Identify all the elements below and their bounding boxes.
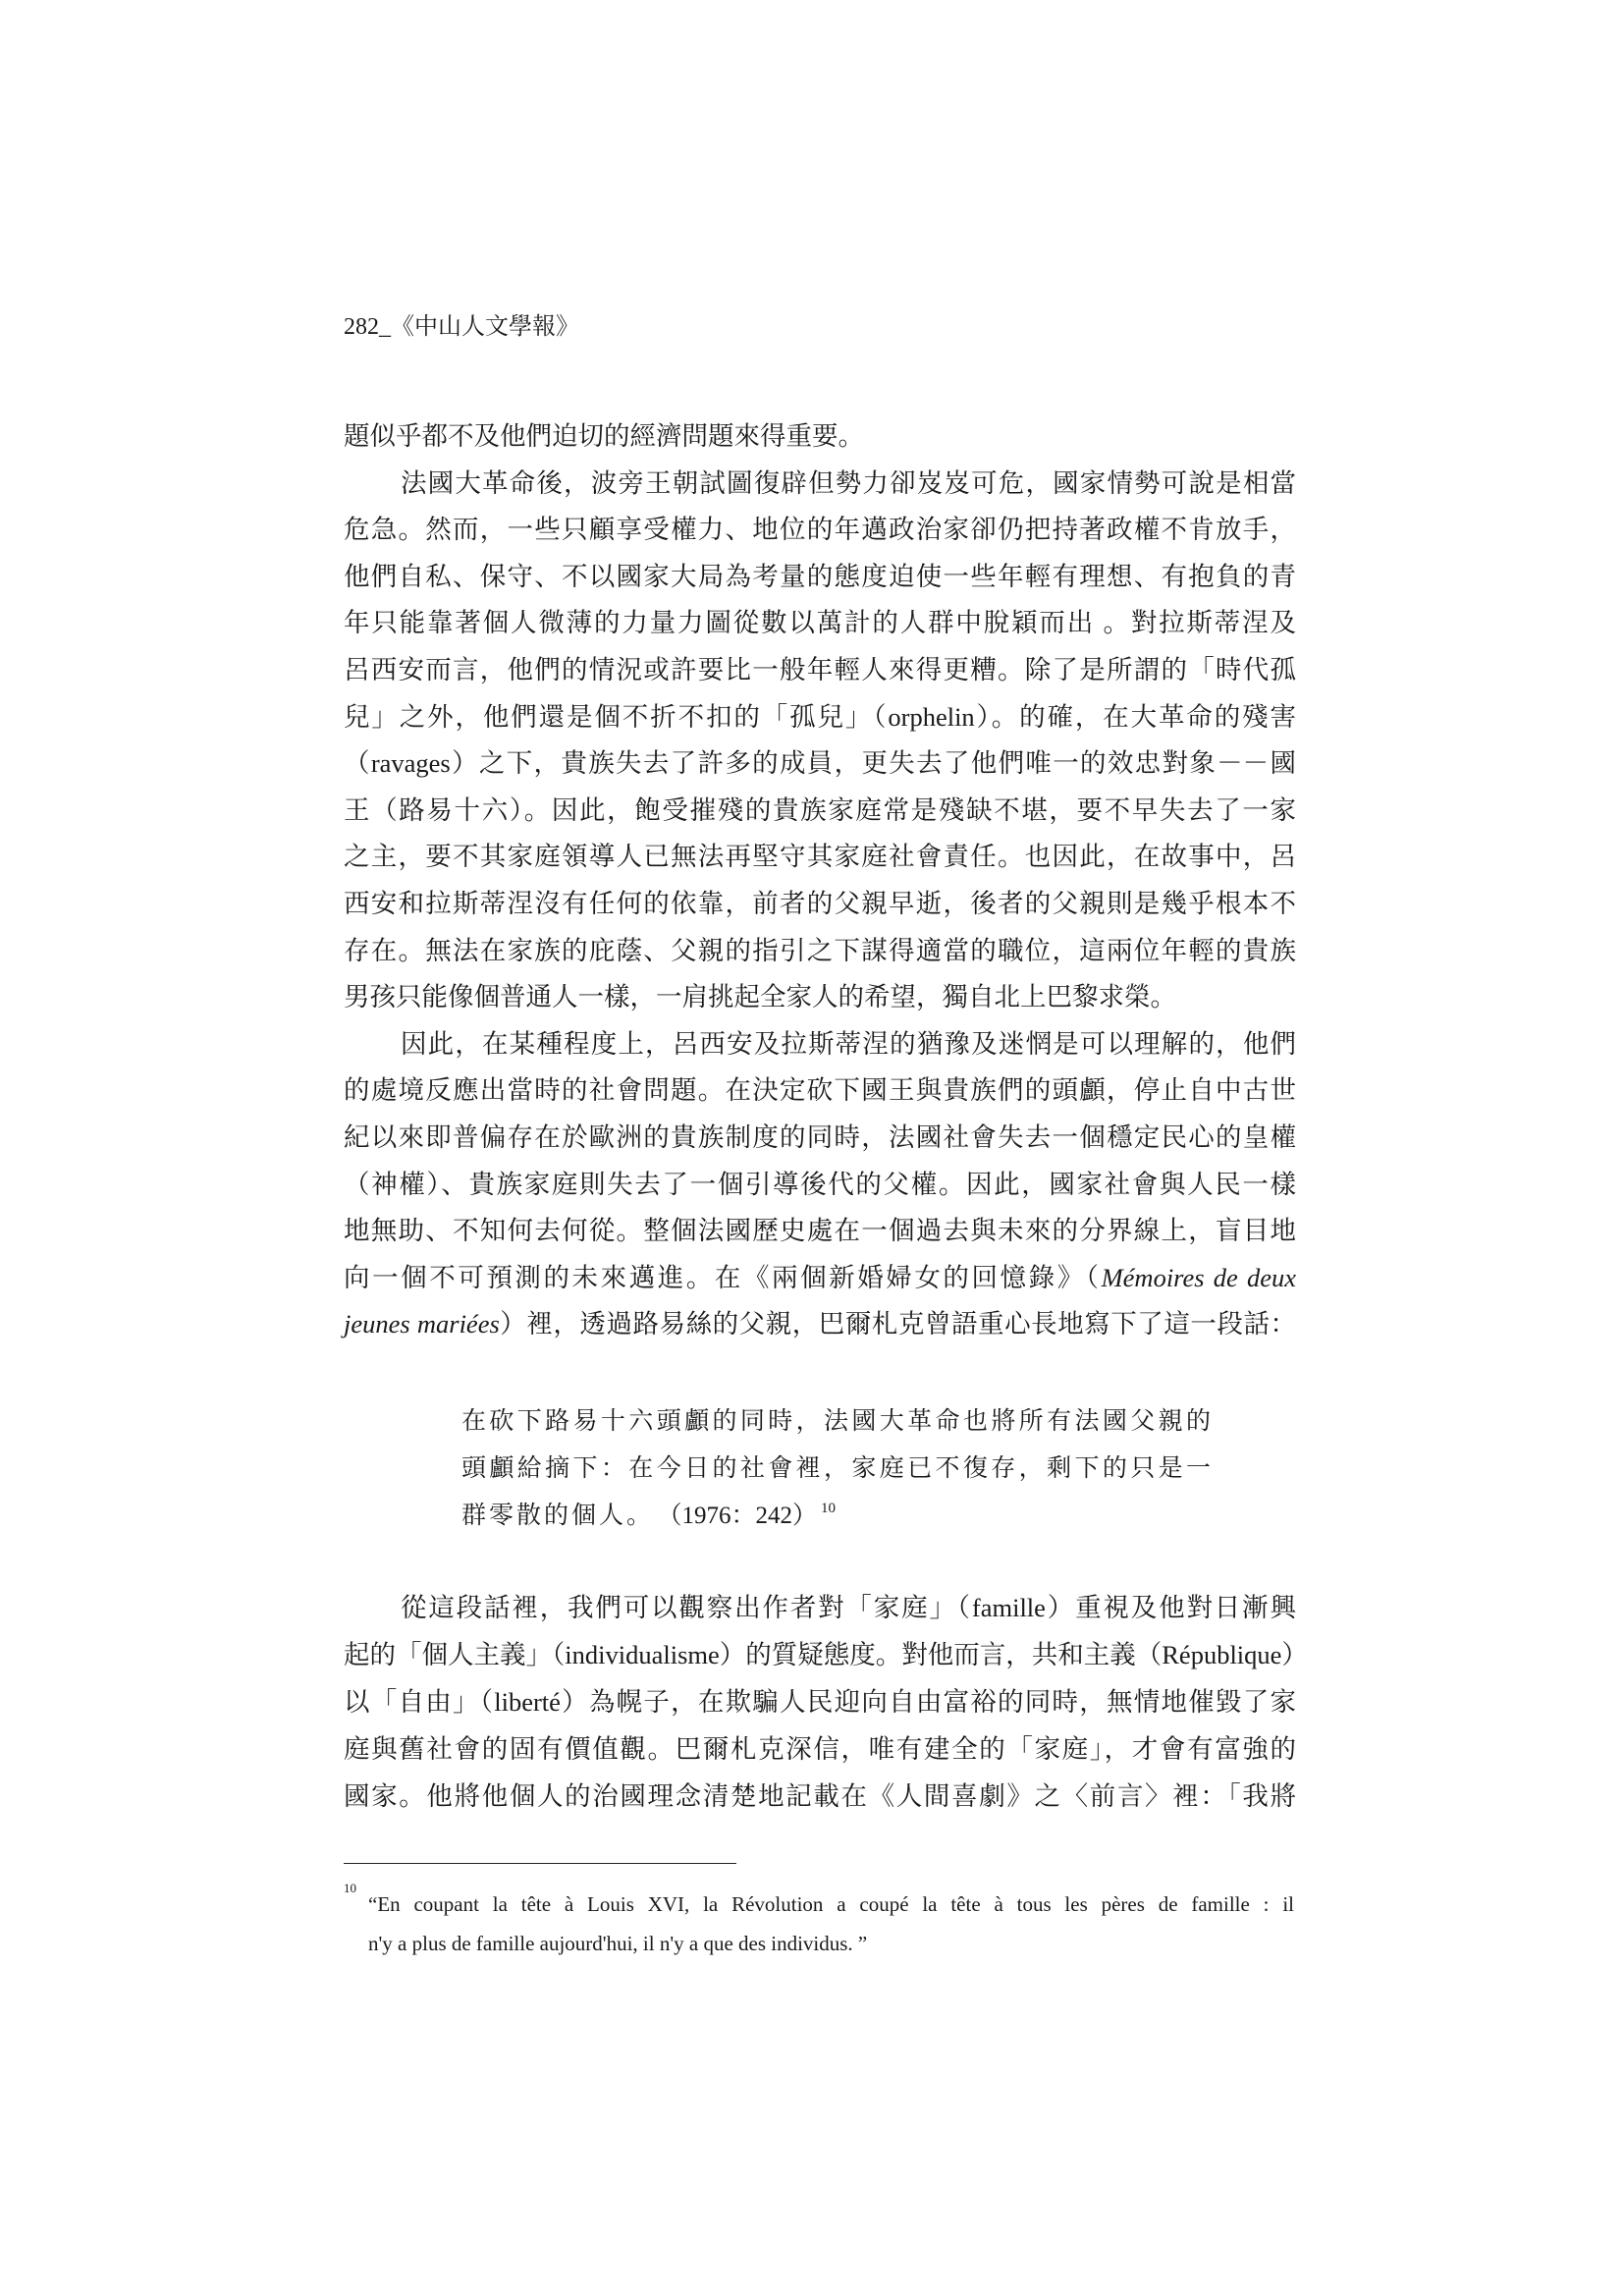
italic-title: Mémoires de deux	[1101, 1262, 1297, 1292]
quote-line: 在砍下路易十六頭顱的同時，法國大革命也將所有法國父親的	[461, 1406, 1214, 1435]
text-line: （ravages）之下，貴族失去了許多的成員，更失去了他們唯一的效忠對象－－國	[344, 748, 1296, 779]
footnote-reference: 10	[821, 1501, 837, 1516]
footnote-separator	[344, 1863, 736, 1864]
text-line: 兒」之外，他們還是個不折不扣的「孤兒」（orphelin）。的確，在大革命的殘害	[344, 701, 1296, 732]
footnote-line: “En coupant la tête à Louis XVI, la Révolution a coupé la tête à tous les pères de famille : il	[368, 1892, 1294, 1916]
text-line: 因此，在某種程度上，呂西安及拉斯蒂涅的猶豫及迷惘是可以理解的，他們	[401, 1028, 1296, 1059]
text-line: 庭與舊社會的固有價值觀。巴爾札克深信，唯有建全的「家庭」，才會有富強的	[344, 1734, 1296, 1764]
text-segment: ）裡，透過路易絲的父親，巴爾札克曾語重心長地寫下了這一段話：	[499, 1309, 1296, 1339]
text-line: 王（路易十六）。因此，飽受摧殘的貴族家庭常是殘缺不堪，要不早失去了一家	[344, 794, 1296, 825]
text-line: 西安和拉斯蒂涅沒有任何的依靠，前者的父親早逝，後者的父親則是幾乎根本不	[344, 888, 1296, 918]
body-text-after-quote	[344, 1584, 1308, 1820]
text-line: 國家。他將他個人的治國理念清楚地記載在《人間喜劇》之〈前言〉裡：「我將	[344, 1781, 1296, 1811]
quote-line-text: 群零散的個人。	[461, 1501, 655, 1529]
text-line: （神權）、貴族家庭則失去了一個引導後代的父權。因此，國家社會與人民一樣	[344, 1169, 1296, 1199]
text-line: 以「自由」（liberté）為幌子，在欺騙人民迎向自由富裕的同時，無情地催毀了家	[344, 1687, 1296, 1717]
text-line: 的處境反應出當時的社會問題。在決定砍下國王與貴族們的頭顱，停止自中古世	[344, 1075, 1296, 1106]
text-line: 存在。無法在家族的庇蔭、父親的指引之下謀得適當的職位，這兩位年輕的貴族	[344, 935, 1296, 965]
footnote-line: n'y a plus de famille aujourd'hui, il n'y a que des individus. ”	[368, 1932, 868, 1955]
text-line: 法國大革命後，波旁王朝試圖復辟但勢力卻岌岌可危，國家情勢可說是相當	[401, 467, 1296, 498]
text-segment: 向一個不可預測的未來邁進。在《兩個新婚婦女的回憶錄》（	[344, 1262, 1102, 1292]
text-line: 男孩只能像個普通人一樣，一肩挑起全家人的希望，獨自北上巴黎求榮。	[344, 982, 1176, 1012]
italic-title: jeunes mariées	[344, 1309, 500, 1339]
text-line	[344, 1255, 1296, 1302]
text-line: 起的「個人主義」（individualisme）的質疑態度。對他而言，共和主義（République）	[344, 1640, 1308, 1669]
citation: （1976：242）	[670, 1503, 818, 1529]
text-line	[344, 1301, 1296, 1348]
paragraph	[344, 461, 1296, 1021]
text-line: 他們自私、保守、不以國家大局為考量的態度迫使一些年輕有理想、有抱負的青	[344, 561, 1296, 591]
text-line: 呂西安而言，他們的情況或許要比一般年輕人來得更糟。除了是所謂的「時代孤	[344, 654, 1296, 684]
text-line: 紀以來即普偏存在於歐洲的貴族制度的同時，法國社會失去一個穩定民心的皇權	[344, 1121, 1296, 1152]
quote-line: 頭顱給摘下：在今日的社會裡，家庭已不復存，剩下的只是一	[461, 1453, 1214, 1482]
footnote	[344, 1881, 1296, 1963]
paragraph	[344, 1584, 1308, 1820]
paragraph	[344, 1021, 1296, 1348]
text-line: 危急。然而，一些只顧享受權力、地位的年邁政治家卻仍把持著政權不肯放手，	[344, 515, 1296, 545]
text-line: 地無助、不知何去何從。整個法國歷史處在一個過去與未來的分界線上，盲目地	[344, 1216, 1296, 1246]
block-quote	[461, 1397, 1214, 1543]
quote-line	[461, 1492, 1214, 1543]
text-line: 題似乎都不及他們迫切的經濟問題來得重要。	[344, 421, 864, 451]
footnote-text	[368, 1885, 1294, 1963]
running-head: 282_《中山人文學報》	[344, 314, 579, 340]
text-line: 年只能靠著個人微薄的力量力圖從數以萬計的人群中脫穎而出 。對拉斯蒂涅及	[344, 608, 1296, 638]
body-text-before-quote	[344, 413, 1296, 1348]
footnote-number: 10	[344, 1881, 356, 1895]
text-line: 從這段話裡，我們可以觀察出作者對「家庭」（famille）重視及他對日漸興	[401, 1593, 1296, 1622]
text-line: 之主，要不其家庭領導人已無法再堅守其家庭社會責任。也因此，在故事中，呂	[344, 842, 1296, 872]
paragraph	[344, 413, 1296, 461]
